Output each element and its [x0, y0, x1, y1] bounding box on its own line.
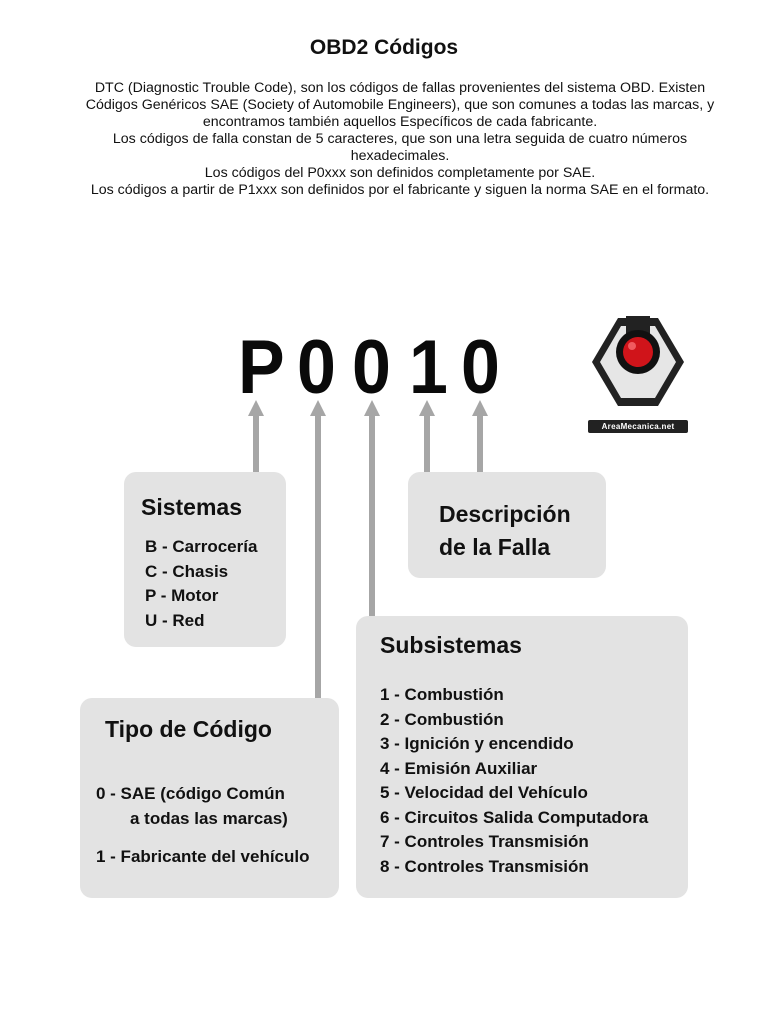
tipo-codigo-list	[96, 784, 310, 872]
intro-line: encontramos también aquellos Específicos de cada fabricante.	[202, 114, 598, 130]
intro-line: hexadecimales.	[350, 148, 450, 164]
intro-line: Códigos Genéricos SAE (Society of Automobile Engineers), que son comunes a todas las marcas, y	[85, 97, 715, 113]
list-item: 2 - Combustión	[380, 709, 504, 729]
sistemas-title: Sistemas	[141, 494, 243, 520]
subsistemas-list	[380, 685, 648, 881]
descripcion-line: de la Falla	[439, 534, 551, 560]
list-item: 7 - Controles Transmisión	[380, 832, 589, 851]
code-char-fault-1: 1	[409, 325, 448, 410]
code-char-type: 0	[297, 325, 336, 410]
arrow-tipo	[310, 400, 326, 698]
code-char-fault-2: 0	[461, 325, 500, 410]
logo-hexagon-icon	[588, 312, 688, 418]
list-item: B - Carrocería	[145, 537, 258, 556]
list-item: 4 - Emisión Auxiliar	[380, 758, 538, 778]
list-item: C - Chasis	[145, 561, 229, 581]
list-item: U - Red	[145, 610, 205, 630]
list-item: a todas las marcas)	[130, 808, 288, 828]
areamecanica-logo	[588, 312, 688, 434]
page-title: OBD2 Códigos	[309, 36, 459, 59]
sistemas-list	[145, 537, 257, 635]
arrow-sistemas	[248, 400, 264, 472]
tipo-codigo-title: Tipo de Código	[105, 716, 272, 742]
code-char-subsystem: 0	[352, 325, 391, 410]
tipo-codigo-box	[80, 698, 339, 898]
descripcion-line: Descripción	[439, 501, 571, 527]
list-item: 6 - Circuitos Salida Computadora	[380, 807, 649, 827]
sistemas-box	[124, 472, 286, 647]
list-item: 1 - Fabricante del vehículo	[96, 847, 310, 866]
descripcion-title	[439, 498, 571, 564]
list-item: 0 - SAE (código Común	[96, 784, 285, 803]
arrow-subsistemas	[364, 400, 380, 616]
list-item: 3 - Ignición y encendido	[380, 734, 574, 753]
logo-text: AreaMecanica.net	[588, 420, 688, 433]
arrow-descripcion-1	[419, 400, 435, 472]
code-char-system: P	[238, 325, 285, 410]
intro-line: DTC (Diagnostic Trouble Code), son los códigos de fallas provenientes del sistema OBD. Existen	[94, 80, 706, 96]
list-item: P - Motor	[145, 586, 219, 605]
subsistemas-title: Subsistemas	[380, 632, 522, 658]
descripcion-box	[408, 472, 606, 578]
arrow-descripcion-2	[472, 400, 488, 472]
intro-line: Los códigos de falla constan de 5 caracteres, que son una letra seguida de cuatro números	[112, 131, 688, 147]
list-item: 5 - Velocidad del Vehículo	[380, 783, 588, 802]
list-item: 8 - Controles Transmisión	[380, 856, 589, 876]
intro-line: Los códigos a partir de P1xxx son definidos por el fabricante y siguen la norma SAE en el formato.	[90, 182, 710, 198]
intro-line: Los códigos del P0xxx son definidos completamente por SAE.	[204, 165, 596, 181]
list-item: 1 - Combustión	[380, 685, 504, 704]
subsistemas-box	[356, 616, 688, 898]
